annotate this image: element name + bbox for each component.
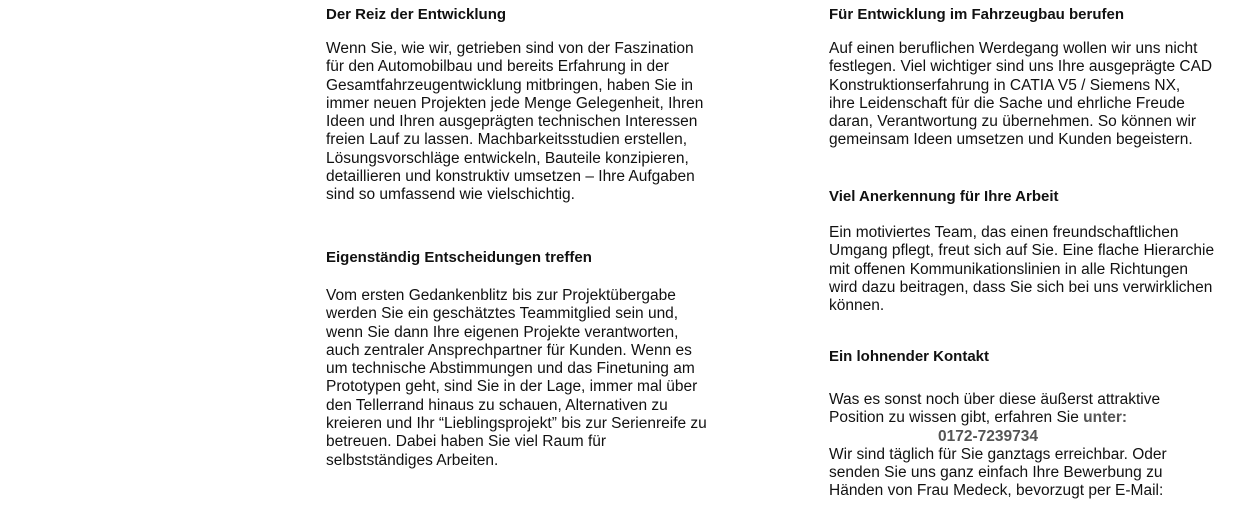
phone-number[interactable]: 0172-7239734 (938, 427, 1038, 445)
section-body-reiz: Wenn Sie, wie wir, getrieben sind von der Faszination für den Automobilbau und bereits Erfahrung in der Gesamtfahrzeugentwicklung mitbringen, haben Sie in immer neuen Projekten jede Menge Gelegenheit, Ihren Ideen und Ihren ausgeprägten technischen Interessen freien Lauf zu lassen. Machbarkeitsstudien erstellen, Lösungsvorschläge entwickeln, Bauteile konzipieren, detaillieren und konstruktiv umsetzen – Ihre Aufgaben sind so umfassend wie vielschichtig. (326, 40, 704, 204)
section-title-anerkennung: Viel Anerkennung für Ihre Arbeit (829, 188, 1059, 205)
section-title-reiz: Der Reiz der Entwicklung (326, 6, 507, 23)
section-body-anerkennung: Ein motiviertes Team, das einen freundschaftlichen Umgang pflegt, freut sich auf Sie. Eine flache Hierarchie mit offenen Kommunikationslinien in alle Richtungen wird dazu beitragen, dass Sie sich bei uns verwirklichen können. (829, 224, 1215, 315)
section-body-berufen: Auf einen beruflichen Werdegang wollen wir uns nicht festlegen. Viel wichtiger sind uns Ihre ausgeprägte CAD Konstruktionserfahrung in CATIA V5 / Siemens NX, ihre Leidenschaft für die Sache und ehrliche Freude daran, Verantwortung zu übernehmen. So können wir gemeinsam Ideen umsetzen und Kunden begeistern. (829, 40, 1213, 149)
section-title-kontakt: Ein lohnender Kontakt (829, 348, 990, 365)
section-body-eigenstaendig: Vom ersten Gedankenblitz bis zur Projektübergabe werden Sie ein geschätztes Teammitglied sein und, wenn Sie dann Ihre eigenen Projekte verantworten, auch zentraler Ansprechpartner für Kunden. Wenn es um technische Abstimmungen und das Finetuning am Prototypen geht, sind Sie in der Lage, immer mal über den Tellerrand hinaus zu schauen, Alternativen zu kreieren und Ihr “Lieblingsprojekt” bis zur Serienreife zu betreuen. Dabei haben Sie viel Raum für selbstständiges Arbeiten. (326, 287, 707, 469)
section-body-kontakt: Was es sonst noch über diese äußerst attraktive Position zu wissen gibt, erfahren Sie unter: 0172-7239734 Wir sind täglich für Sie ganztags erreichbar. Oder senden Sie uns ganz einfach Ihre Bewerbung zu Händen von Frau Medeck, bevorzugt per E-Mail: (829, 391, 1167, 500)
unter-label: unter: (1083, 409, 1128, 427)
section-title-eigenstaendig: Eigenständig Entscheidungen treffen (326, 249, 592, 266)
section-title-berufen: Für Entwicklung im Fahrzeugbau berufen (829, 6, 1125, 23)
